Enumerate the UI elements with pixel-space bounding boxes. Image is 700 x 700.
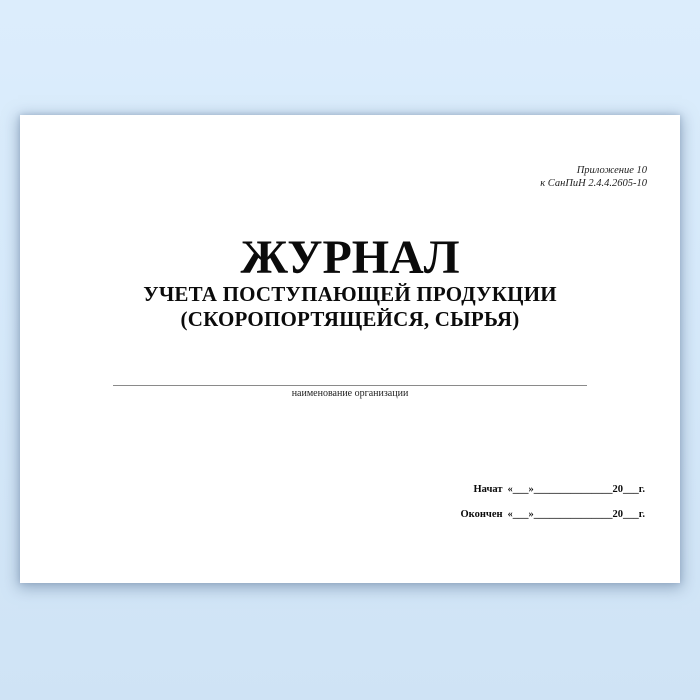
started-row: [461, 483, 645, 496]
appendix-line1: Приложение 10: [576, 165, 647, 176]
finished-day-blank: «___»: [507, 509, 534, 520]
finished-year-prefix: 20: [612, 509, 624, 520]
finished-year-blank: ___: [623, 509, 639, 520]
organization-name-line: [113, 385, 587, 386]
organization-name-caption: наименование организации: [291, 388, 409, 399]
started-fill-line: _______________: [533, 484, 613, 495]
started-year-blank: ___: [623, 484, 639, 495]
started-year-suffix: г.: [638, 484, 645, 495]
journal-cover-page: [20, 115, 680, 583]
subtitle-line2: (СКОРОПОРТЯЩЕЙСЯ, СЫРЬЯ): [180, 307, 520, 331]
finished-year-suffix: г.: [638, 509, 645, 520]
started-year-prefix: 20: [612, 484, 624, 495]
subtitle-line1: УЧЕТА ПОСТУПАЮЩЕЙ ПРОДУКЦИИ: [143, 282, 557, 306]
finished-row: [461, 508, 645, 521]
document-subtitle: [20, 282, 680, 332]
document-title: ЖУРНАЛ: [240, 231, 460, 284]
started-label: Начат: [473, 484, 503, 495]
appendix-line2: к СанПиН 2.4.4.2605-10: [540, 178, 647, 189]
started-day-blank: «___»: [507, 484, 534, 495]
appendix-reference: [540, 164, 647, 190]
finished-label: Окончен: [460, 509, 503, 520]
dates-block: [461, 483, 645, 533]
finished-fill-line: _______________: [533, 509, 613, 520]
